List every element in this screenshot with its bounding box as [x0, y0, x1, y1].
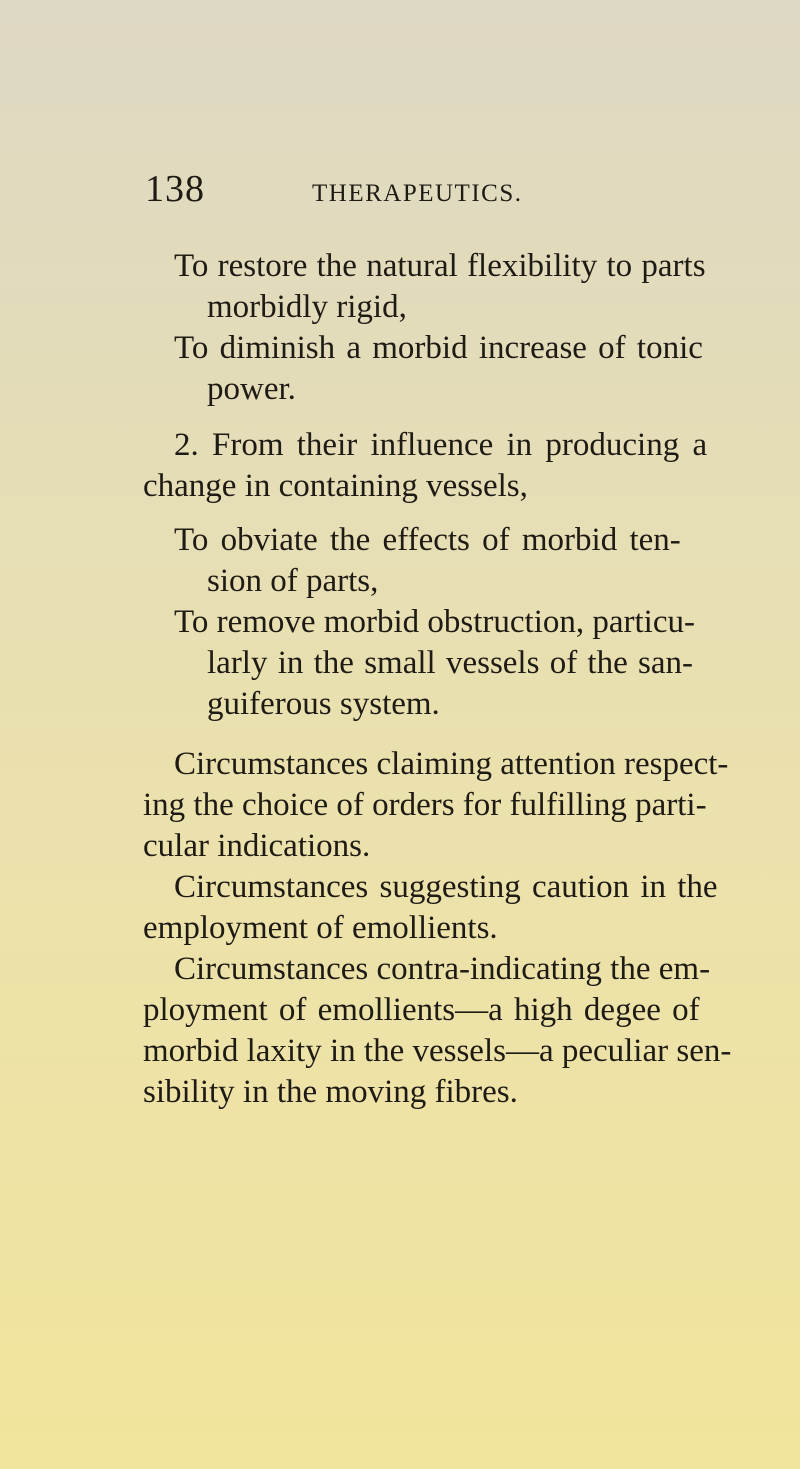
text-line: larly in the small vessels of the san- — [207, 645, 693, 681]
text-line: ing the choice of orders for fulfilling parti- — [143, 787, 707, 823]
text-line: sion of parts, — [207, 563, 379, 599]
page-number: 138 — [145, 168, 205, 210]
text-line: To remove morbid obstruction, particu- — [174, 604, 695, 640]
text-line: employment of emollients. — [143, 910, 498, 946]
text-line: power. — [207, 371, 296, 407]
text-line: morbidly rigid, — [207, 289, 407, 325]
text-line: Circumstances claiming attention respect- — [174, 746, 729, 782]
text-line: change in containing vessels, — [143, 468, 528, 504]
text-line: To obviate the effects of morbid ten- — [174, 522, 681, 558]
text-line: guiferous system. — [207, 686, 440, 722]
running-head: THERAPEUTICS. — [312, 180, 523, 207]
text-line: 2. From their influence in producing a — [174, 427, 708, 463]
text-line: ployment of emollients—a high degee of — [143, 992, 700, 1028]
text-line: To restore the natural flexibility to parts — [174, 248, 706, 284]
text-line: Circumstances contra-indicating the em- — [174, 951, 711, 987]
text-line: morbid laxity in the vessels—a peculiar sen- — [143, 1033, 732, 1069]
text-line: Circumstances suggesting caution in the — [174, 869, 718, 905]
text-line: sibility in the moving fibres. — [143, 1074, 518, 1110]
text-line: cular indications. — [143, 828, 371, 864]
text-line: To diminish a morbid increase of tonic — [174, 330, 703, 366]
